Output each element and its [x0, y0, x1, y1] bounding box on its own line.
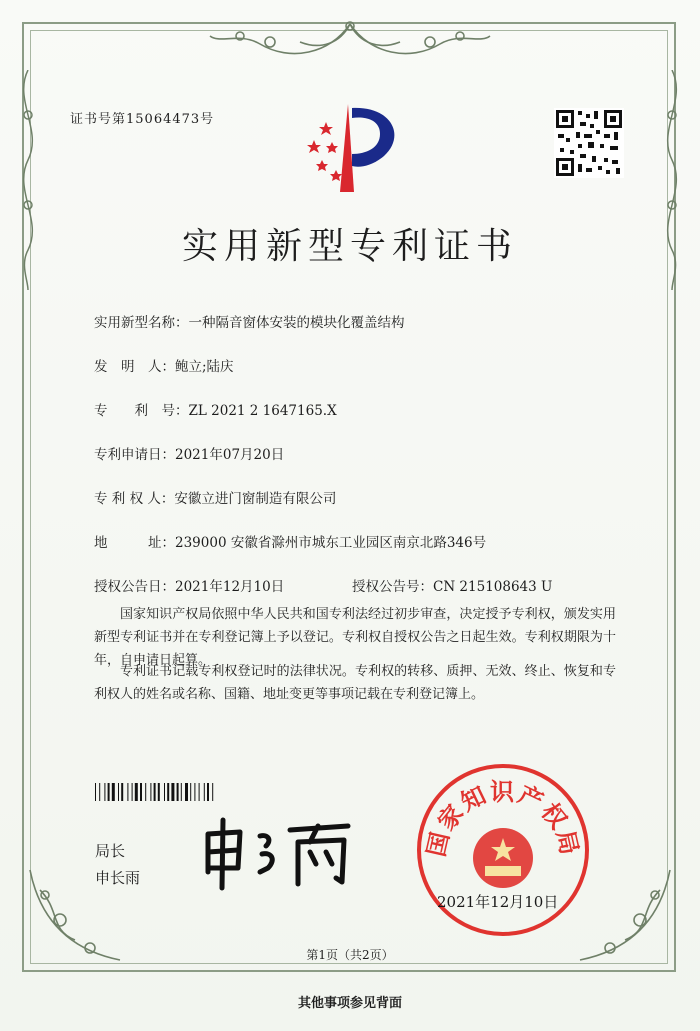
- application-date-row: [94, 443, 284, 463]
- patentee: 安徽立进门窗制造有限公司: [174, 491, 337, 507]
- grant-announcement-date-label: 授权公告日：: [94, 579, 175, 595]
- seal-date: 2021年12月10日: [437, 893, 559, 911]
- body-paragraph-2: 专利证书记载专利权登记时的法律状况。专利权的转移、质押、无效、终止、恢复和专利权人的姓名或名称、国籍、地址变更等事项记载在专利登记簿上。: [94, 664, 616, 702]
- footer-note: 其他事项参见背面: [297, 996, 402, 1011]
- patentee-row: [94, 487, 336, 507]
- top-ornament-icon: [200, 14, 500, 74]
- patent-number-label: 专 利 号：: [94, 403, 189, 419]
- grant-announcement-number-label: 授权公告号：: [352, 579, 433, 595]
- director-name: 申长雨: [95, 869, 141, 887]
- body-paragraph-1: 国家知识产权局依照中华人民共和国专利法经过初步审查，决定授予专利权，颁发实用新型专利证书并在专利登记簿上予以登记。专利权自授权公告之日起生效。专利权期限为十年，自申请日起算。: [94, 607, 616, 668]
- utility-model-name-row: [94, 311, 405, 331]
- director-title: 局长: [95, 842, 126, 860]
- inventor: 鲍立;陆庆: [175, 359, 234, 375]
- utility-model-name: 一种隔音窗体安装的模块化覆盖结构: [188, 315, 405, 331]
- certificate-number: 证书号第15064473号: [70, 112, 215, 127]
- application-date-label: 专利申请日：: [94, 447, 175, 463]
- address-label: 地 址：: [94, 535, 175, 551]
- page-number: 第1页（共2页）: [306, 948, 394, 962]
- patentee-label: 专 利 权 人：: [94, 491, 175, 507]
- utility-model-name-label: 实用新型名称：: [94, 315, 189, 331]
- application-date: 2021年07月20日: [175, 447, 285, 463]
- qr-code-icon: [554, 108, 624, 178]
- svg-text:国家知识产权局: 国家知识产权局: [422, 778, 584, 860]
- barcode-icon: [95, 783, 271, 801]
- patent-number: ZL 2021 2 1647165.X: [188, 403, 337, 419]
- grant-announcement-number: CN 215108643 U: [433, 579, 553, 595]
- grant-announcement-date: 2021年12月10日: [175, 579, 285, 595]
- grant-number-row: [352, 575, 552, 595]
- address: 239000 安徽省滁州市城东工业园区南京北路346号: [175, 535, 487, 551]
- certificate-title: 实用新型专利证书: [181, 226, 518, 267]
- handwritten-signature-icon: [198, 812, 358, 892]
- grant-date-row: [94, 575, 284, 595]
- patent-office-logo-icon: [296, 96, 408, 196]
- inventor-label: 发 明 人：: [94, 359, 175, 375]
- inventor-row: [94, 355, 234, 375]
- address-row: [94, 531, 486, 551]
- patent-number-row: [94, 399, 337, 419]
